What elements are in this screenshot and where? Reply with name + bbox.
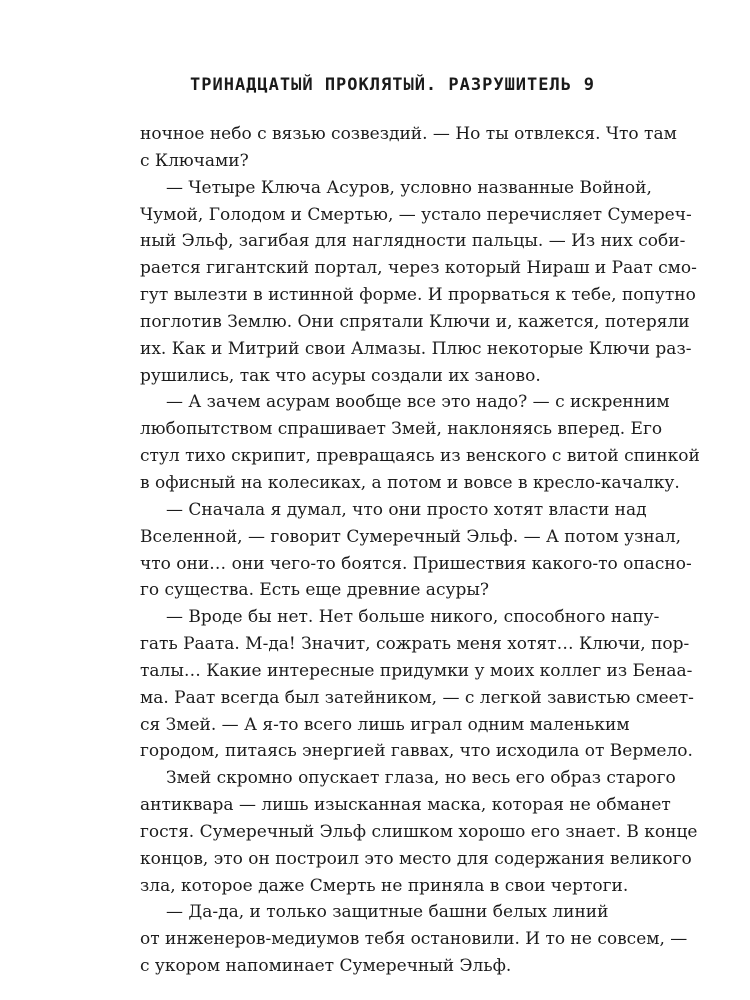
text-line: любопытством спрашивает Змей, наклоняясь вперед. Его: [140, 419, 663, 440]
text-line: рается гигантский портал, через который Нираш и Раат смо-: [140, 258, 697, 279]
text-line: ночное небо с вязью созвездий. — Но ты отвлекся. Что там: [140, 124, 677, 144]
text-line: гостя. Сумеречный Эльф слишком хорошо его знает. В конце: [140, 821, 698, 842]
text-line: антиквара — лишь изысканная маска, которая не обманет: [140, 795, 671, 816]
text-line: городом, питаясь энергией гаввах, что исходила от Вермело.: [140, 741, 693, 762]
text-line: Чумой, Голодом и Смертью, — устало перечисляет Сумереч-: [140, 204, 692, 225]
text-line: го существа. Есть еще древние асуры?: [140, 580, 489, 601]
text-line: рушились, так что асуры создали их заново.: [140, 365, 541, 386]
text-line: стул тихо скрипит, превращаясь из венского с витой спинкой: [140, 446, 700, 467]
text-line: концов, это он построил это место для содержания великого: [140, 848, 692, 869]
text-line: ма. Раат всегда был затейником, — с легкой завистью смеет-: [140, 687, 694, 708]
text-line: — Да-да, и только защитные башни белых линий: [166, 902, 609, 923]
text-line: гать Раата. М-да! Значит, сожрать меня хотят… Ключи, пор-: [140, 634, 690, 655]
text-line: гут вылезти в истинной форме. И прорваться к тебе, попутно: [140, 285, 696, 306]
text-line: — Четыре Ключа Асуров, условно названные Войной,: [166, 177, 652, 198]
text-line: от инженеров-медиумов тебя остановили. И то не совсем, —: [140, 929, 688, 950]
text-line: ный Эльф, загибая для наглядности пальцы. — Из них соби-: [140, 231, 686, 252]
text-line: — Сначала я думал, что они просто хотят власти над: [166, 499, 647, 520]
text-line: что они… они чего-то боятся. Пришествия какого-то опасно-: [140, 553, 692, 574]
page-number: 9: [583, 75, 595, 95]
text-line: в офисный на колесиках, а потом и вовсе в кресло-качалку.: [140, 472, 680, 493]
text-line: поглотив Землю. Они спрятали Ключи и, кажется, потеряли: [140, 311, 690, 332]
text-line: ся Змей. — А я-то всего лишь играл одним маленьким: [140, 714, 630, 735]
text-line: их. Как и Митрий свои Алмазы. Плюс некоторые Ключи раз-: [140, 338, 692, 359]
running-title: ТРИНАДЦАТЫЙ ПРОКЛЯТЫЙ. РАЗРУШИТЕЛЬ: [190, 75, 572, 95]
text-line: — Вроде бы нет. Нет больше никого, способного напу-: [166, 607, 660, 628]
body-text: [140, 121, 700, 980]
running-header: [190, 75, 600, 105]
text-line: с Ключами?: [140, 150, 249, 171]
text-line: Змей скромно опускает глаза, но весь его образ старого: [166, 768, 676, 789]
text-line: зла, которое даже Смерть не приняла в свои чертоги.: [140, 875, 629, 896]
text-line: Вселенной, — говорит Сумеречный Эльф. — А потом узнал,: [140, 526, 682, 547]
text-line: с укором напоминает Сумеречный Эльф.: [140, 956, 512, 977]
text-line: талы… Какие интересные придумки у моих коллег из Бенаа-: [140, 660, 693, 681]
text-line: — А зачем асурам вообще все это надо? — с искренним: [166, 392, 670, 413]
